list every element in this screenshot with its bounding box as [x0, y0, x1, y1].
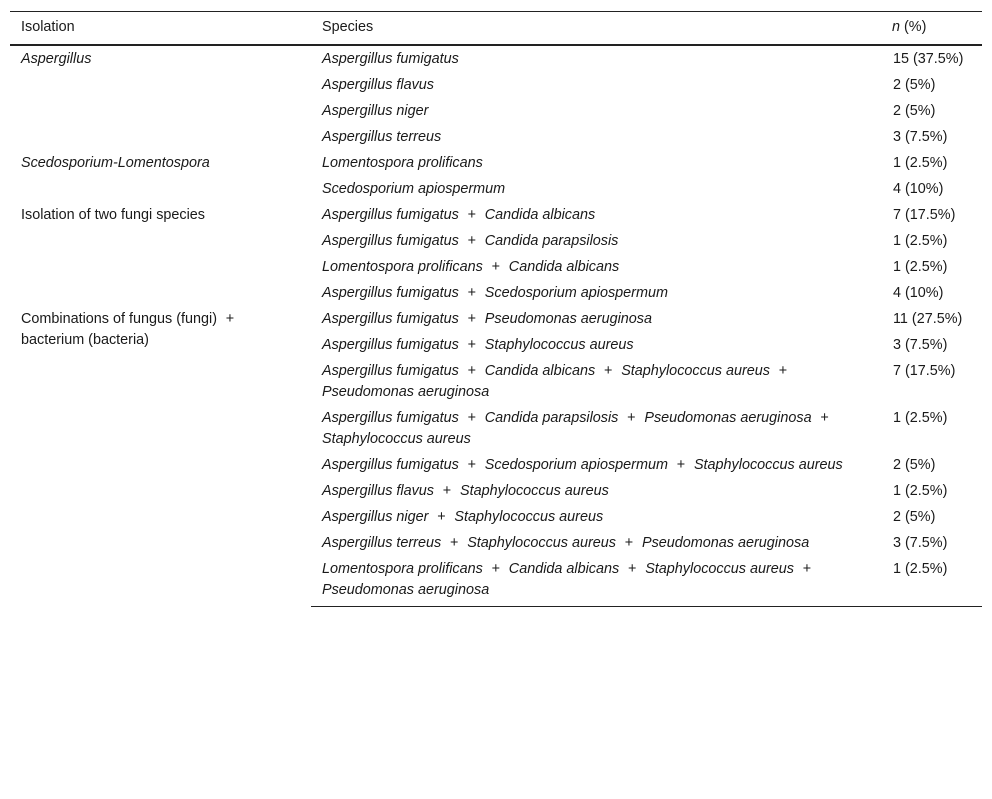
species-name: Pseudomonas aeruginosa: [322, 582, 490, 598]
isolation-species-table: [10, 11, 982, 607]
species-name: Pseudomonas aeruginosa: [322, 384, 490, 400]
species-cell: [311, 478, 881, 504]
isolation-label-text: bacterium (bacteria): [21, 332, 149, 348]
header-row: [10, 12, 982, 46]
plus-separator: +: [442, 483, 452, 499]
species-name: Scedosporium apiospermum: [322, 181, 506, 197]
species-name: Scedosporium apiospermum: [484, 457, 668, 473]
header-n: n: [892, 19, 901, 35]
species-name: Candida parapsilosis: [484, 410, 619, 426]
plus-separator: +: [437, 509, 446, 525]
species-cell: [311, 556, 881, 607]
species-cell: [311, 176, 881, 202]
plus-separator: +: [491, 259, 500, 275]
count-percent-cell: 4 (10%): [893, 181, 944, 197]
species-name: Aspergillus fumigatus: [322, 51, 459, 67]
count-percent-cell: 1 (2.5%): [893, 410, 948, 426]
species-name: Scedosporium apiospermum: [484, 285, 668, 301]
species-cell: [311, 306, 881, 332]
species-name: Aspergillus fumigatus: [322, 285, 459, 301]
count-percent-cell: 1 (2.5%): [893, 259, 948, 275]
count-percent-cell: 1 (2.5%): [893, 233, 948, 249]
isolation-label-text: Combinations of fungus (fungi): [21, 311, 217, 327]
count-percent-cell: 1 (2.5%): [881, 556, 982, 607]
species-name: Aspergillus fumigatus: [322, 457, 459, 473]
species-name: Aspergillus terreus: [322, 535, 442, 551]
species-name: Lomentospora prolificans: [322, 155, 483, 171]
table-header: [10, 12, 982, 46]
species-name: Staphylococcus aureus: [322, 431, 471, 447]
species-name: Aspergillus fumigatus: [322, 311, 459, 327]
isolation-group-label: [10, 150, 311, 202]
count-percent-cell: 3 (7.5%): [893, 129, 948, 145]
isolation-label-text: Scedosporium-Lomentospora: [21, 155, 210, 171]
species-name: Aspergillus terreus: [322, 129, 442, 145]
species-name: Aspergillus flavus: [322, 483, 434, 499]
isolation-group-label: [10, 45, 311, 150]
species-cell: [311, 45, 881, 72]
count-percent-cell: 2 (5%): [893, 509, 936, 525]
species-name: Staphylococcus aureus: [454, 509, 604, 525]
header-n-percent: [881, 12, 982, 46]
count-percent-cell: 7 (17.5%): [893, 363, 956, 379]
count-percent-cell: 15 (37.5%): [893, 51, 964, 67]
plus-separator: +: [467, 363, 476, 379]
plus-separator: +: [225, 311, 235, 327]
species-name: Pseudomonas aeruginosa: [641, 535, 810, 551]
species-name: Lomentospora prolificans: [322, 259, 483, 275]
species-cell: [311, 72, 881, 98]
plus-separator: +: [467, 410, 476, 426]
species-name: Staphylococcus aureus: [484, 337, 634, 353]
species-name: Aspergillus fumigatus: [322, 363, 459, 379]
plus-separator: +: [467, 233, 476, 249]
count-percent-cell: 11 (27.5%): [893, 311, 963, 327]
species-name: Lomentospora prolificans: [322, 561, 483, 577]
isolation-label-text: Aspergillus: [21, 51, 92, 67]
species-cell: [311, 405, 881, 452]
count-percent-cell: 2 (5%): [893, 457, 936, 473]
plus-separator: +: [467, 207, 476, 223]
header-species: Species: [311, 12, 881, 46]
plus-separator: +: [491, 561, 500, 577]
plus-separator: +: [676, 457, 686, 473]
species-name: Staphylococcus aureus: [459, 483, 609, 499]
species-name: Pseudomonas aeruginosa: [644, 410, 812, 426]
count-percent-cell: 1 (2.5%): [893, 483, 948, 499]
table-row: [10, 45, 982, 72]
count-percent-cell: 4 (10%): [893, 285, 944, 301]
count-percent-cell: 3 (7.5%): [893, 337, 948, 353]
species-name: Candida albicans: [484, 207, 596, 223]
species-cell: [311, 124, 881, 150]
species-cell: [311, 280, 881, 306]
species-name: Staphylococcus aureus: [467, 535, 616, 551]
count-percent-cell: 1 (2.5%): [893, 155, 948, 171]
species-cell: [311, 254, 881, 280]
species-cell: [311, 228, 881, 254]
plus-separator: +: [467, 285, 476, 301]
count-percent-cell: 2 (5%): [893, 103, 936, 119]
species-name: Candida albicans: [484, 363, 596, 379]
isolation-group-label: [10, 306, 311, 607]
species-cell: [311, 358, 881, 405]
count-percent-cell: 7 (17.5%): [893, 207, 956, 223]
plus-separator: +: [627, 410, 636, 426]
species-name: Aspergillus fumigatus: [322, 207, 459, 223]
count-percent-cell: 3 (7.5%): [893, 535, 948, 551]
species-cell: [311, 452, 881, 478]
species-name: Aspergillus niger: [322, 103, 429, 119]
species-name: Candida parapsilosis: [484, 233, 619, 249]
species-name: Aspergillus flavus: [322, 77, 434, 93]
plus-separator: +: [624, 535, 634, 551]
isolation-group-label: [10, 202, 311, 306]
plus-separator: +: [467, 337, 476, 353]
plus-separator: +: [467, 311, 476, 327]
species-cell: [311, 202, 881, 228]
species-cell: [311, 150, 881, 176]
species-name: Pseudomonas aeruginosa: [484, 311, 652, 327]
species-name: Staphylococcus aureus: [645, 561, 794, 577]
plus-separator: +: [603, 363, 613, 379]
isolation-label-text: Isolation of two fungi species: [21, 207, 205, 223]
plus-separator: +: [449, 535, 459, 551]
count-percent-cell: 2 (5%): [893, 77, 936, 93]
species-name: Aspergillus fumigatus: [322, 233, 459, 249]
table-container: [10, 11, 982, 607]
species-name: Aspergillus niger: [322, 509, 429, 525]
species-name: Staphylococcus aureus: [693, 457, 843, 473]
plus-separator: +: [802, 561, 812, 577]
table-row: [10, 150, 982, 176]
species-name: Candida albicans: [508, 561, 620, 577]
header-percent: (%): [900, 19, 927, 35]
table-body: [10, 45, 982, 607]
plus-separator: +: [467, 457, 476, 473]
table-row: [10, 306, 982, 332]
header-isolation: Isolation: [10, 12, 311, 46]
species-cell: [311, 530, 881, 556]
plus-separator: +: [820, 410, 829, 426]
species-cell: [311, 332, 881, 358]
species-name: Staphylococcus aureus: [621, 363, 770, 379]
species-cell: [311, 98, 881, 124]
species-name: Candida albicans: [508, 259, 620, 275]
species-name: Aspergillus fumigatus: [322, 410, 459, 426]
plus-separator: +: [778, 363, 788, 379]
species-name: Aspergillus fumigatus: [322, 337, 459, 353]
species-cell: [311, 504, 881, 530]
table-row: [10, 202, 982, 228]
plus-separator: +: [628, 561, 637, 577]
